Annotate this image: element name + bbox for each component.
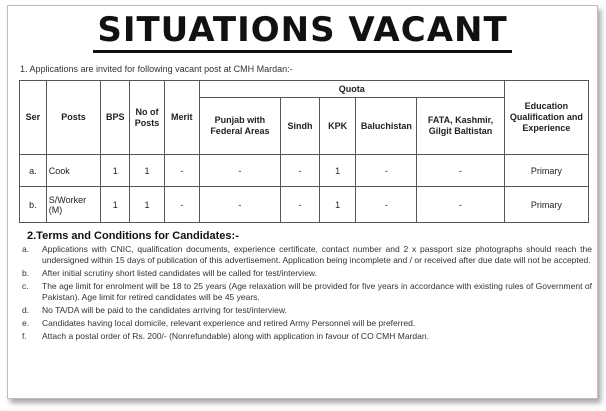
header-quota-fata: FATA, Kashmir, Gilgit Baltistan [417,98,505,155]
cell-ser: b. [20,187,47,223]
term-item [22,244,592,266]
cell-bps: 1 [101,155,130,187]
cell-post: Cook [46,155,101,187]
cell-merit: - [164,187,199,223]
header-no-of-posts: No of Posts [130,81,165,155]
cell-no-of-posts: 1 [130,187,165,223]
cell-baluchistan: - [356,187,417,223]
cell-kpk: 1 [319,155,356,187]
term-text: The age limit for enrolment will be 18 to 25 years (Age relaxation will be provided for five years in accordance with existing rules of Government of Pakistan). Age limit for retired candidates will be 45 years. [42,281,592,302]
vacancy-table [19,80,589,223]
cell-kpk: 1 [319,187,356,223]
term-item [22,268,592,279]
cell-baluchistan: - [356,155,417,187]
table-row [20,155,589,187]
term-text: Applications with CNIC, qualification documents, experience certificate, contact number and 2 x passport size photographs should reach the undersigned within 15 days of publication of this advertisement. Application being incomplete and / or received after due date will not be accepted. [42,244,592,265]
cell-sindh: - [281,187,320,223]
term-letter: e. [22,318,30,328]
terms-heading: 2.Terms and Conditions for Candidates:- [27,230,239,242]
table-row [20,187,589,223]
cell-education: Primary [504,187,588,223]
cell-bps: 1 [101,187,130,223]
term-text: Attach a postal order of Rs. 200/- (Nonrefundable) along with application in favour of CO CMH Mardan. [42,331,429,341]
term-text: After initial scrutiny short listed candidates will be called for test/interview. [42,268,317,278]
terms-list [22,244,592,344]
header-quota-punjab: Punjab with Federal Areas [199,98,281,155]
term-letter: d. [22,305,30,315]
term-text: No TA/DA will be paid to the candidates arriving for test/interview. [42,305,287,315]
intro-text: 1. Applications are invited for following vacant post at CMH Mardan:- [20,64,293,74]
advertisement [7,5,598,399]
term-item [22,281,592,303]
header-bps: BPS [101,81,130,155]
header-quota-kpk: KPK [319,98,356,155]
header-ser: Ser [20,81,47,155]
term-letter: a. [22,244,30,254]
term-item [22,331,592,342]
cell-ser: a. [20,155,47,187]
header-posts: Posts [46,81,101,155]
cell-merit: - [164,155,199,187]
cell-punjab: - [199,187,281,223]
page-title [8,10,597,50]
header-quota-baluchistan: Baluchistan [356,98,417,155]
term-item [22,318,592,329]
term-letter: f. [22,331,27,341]
term-text: Candidates having local domicile, relevant experience and retired Army Personnel will be preferred. [42,318,416,328]
header-quota-sindh: Sindh [281,98,320,155]
header-merit: Merit [164,81,199,155]
title-text: SITUATIONS VACANT [93,10,511,53]
cell-no-of-posts: 1 [130,155,165,187]
term-letter: c. [22,281,29,291]
cell-education: Primary [504,155,588,187]
cell-fata: - [417,155,505,187]
cell-post: S/Worker (M) [46,187,101,223]
header-quota: Quota [199,81,504,98]
term-letter: b. [22,268,30,278]
term-item [22,305,592,316]
cell-punjab: - [199,155,281,187]
cell-sindh: - [281,155,320,187]
cell-fata: - [417,187,505,223]
header-education: Education Qualification and Experience [504,81,588,155]
